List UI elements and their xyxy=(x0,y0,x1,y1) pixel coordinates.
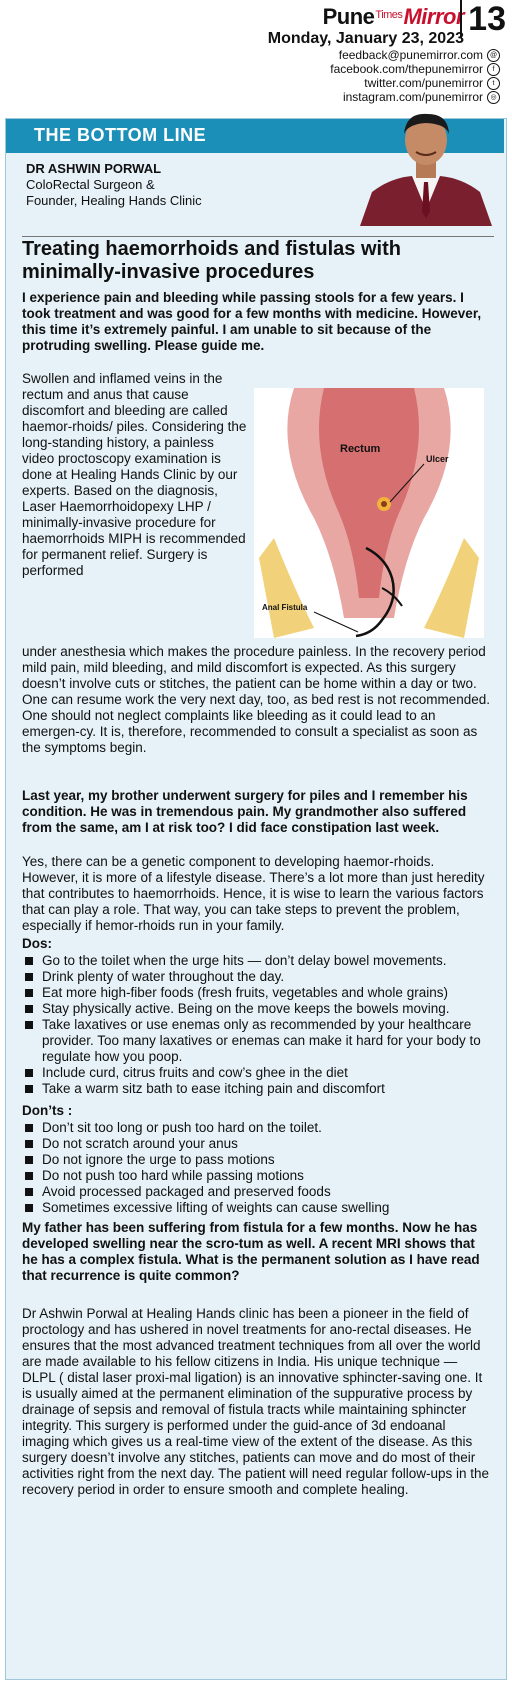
article-headline xyxy=(22,238,492,284)
author-role-line-2: Founder, Healing Hands Clinic xyxy=(26,193,202,208)
dos-item: Eat more high-fiber foods (fresh fruits, vegetables and whole grains) xyxy=(22,985,492,1001)
dos-heading: Dos: xyxy=(22,936,52,951)
newspaper-logo xyxy=(323,4,464,30)
instagram-icon: ◎ xyxy=(487,91,500,104)
headline-line-1: Treating haemorrhoids and fistulas with xyxy=(22,238,401,260)
answer-2: Yes, there can be a genetic component to developing haemor-rhoids. However, it is more of a lifestyle disease. There’s a lot more than just heredity that contributes to haemorrhoids. Hence, it is wise to learn the various factors that can play a role. That way, you can take steps to prevent the problem, especially if hemor-rhoids run in your family. xyxy=(22,854,485,933)
question-1: I experience pain and bleeding while passing stools for a few years. I took treatment and was good for a few months with medicine. However, this time it’s extremely painful. I am unable to sit because of the protruding swelling. Please guide me. xyxy=(22,290,482,353)
logo-mirror: Mirror xyxy=(403,4,464,29)
dos-item: Go to the toilet when the urge hits — don’t delay bowel movements. xyxy=(22,953,492,969)
contact-facebook-text: facebook.com/thepunemirror xyxy=(330,62,483,76)
logo-pune: Pune xyxy=(322,4,375,29)
email-icon: @ xyxy=(487,49,500,62)
author-name: DR ASHWIN PORWAL xyxy=(26,161,162,176)
masthead xyxy=(0,0,512,110)
author-role-line-1: ColoRectal Surgeon & xyxy=(26,177,155,192)
facebook-icon: f xyxy=(487,63,500,76)
donts-item: Avoid processed packaged and preserved foods xyxy=(22,1184,492,1200)
contact-instagram xyxy=(330,90,500,104)
contact-email xyxy=(330,48,500,62)
contact-twitter xyxy=(330,76,500,90)
label-rectum: Rectum xyxy=(340,443,381,455)
donts-item: Do not scratch around your anus xyxy=(22,1136,492,1152)
answer-1-continued: under anesthesia which makes the procedure painless. In the recovery period mild pain, mild bleeding, and mild discomfort is expected. As this surgery doesn’t involve cuts or stitches, the patient can be home within a day or two. One can resume work the very next day, too, as bed rest is not recommended. One should not neglect complaints like bleeding as it could lead to an emergen-cy. It is, therefore, recommended to consult a specialist as soon as the symptoms begin. xyxy=(22,644,490,755)
question-3: My father has been suffering from fistula for a few months. Now he has developed swelling near the scro-tum as well. A recent MRI shows that he has a complex fistula. What is the permanent solution as I have read that recurrence is quite common? xyxy=(22,1220,480,1283)
column-banner-title: THE BOTTOM LINE xyxy=(34,125,207,145)
answer-3: Dr Ashwin Porwal at Healing Hands clinic has been a pioneer in the field of proctology and has ushered in novel treatments for ano-rectal diseases. He ensures that the most advanced treatment techniques from all over the world are made available to his fellow citizens in India. His unique technique — DLPL ( distal laser proxi-mal ligation) is an innovative sphincter-saving one. It is usually aimed at the permanent elimination of the suppurative process by drainage of sepsis and removal of fistula tracts while maintaining sphincter integrity. This surgery is performed under the guid-ance of 3d endoanal imaging which gives us a real-time view of the extent of the disease. As this surgery doesn’t involve any stitches, patients can move and do most of their activities right from the next day. The patient will need regular follow-ups in the recovery period in order to ensure smooth and complete healing. xyxy=(22,1306,489,1497)
dos-item: Take a warm sitz bath to ease itching pain and discomfort xyxy=(22,1081,492,1097)
dos-item: Take laxatives or use enemas only as recommended by your healthcare provider. Too many laxatives or enemas can make it hard for your body to regulate how you poop. xyxy=(22,1017,492,1065)
donts-heading: Don’ts : xyxy=(22,1103,73,1118)
contact-email-text: feedback@punemirror.com xyxy=(338,48,483,62)
anatomy-illustration xyxy=(254,388,484,638)
twitter-icon: t xyxy=(487,77,500,90)
label-ulcer: Ulcer xyxy=(426,454,449,464)
donts-item: Do not ignore the urge to pass motions xyxy=(22,1152,492,1168)
logo-times: Times xyxy=(375,9,403,21)
question-2: Last year, my brother underwent surgery for piles and I remember his condition. He was in tremendous pain. My grandmother also suffered from the same, am I at risk too? I did face constipation last week. xyxy=(22,788,468,835)
donts-item: Don’t sit too long or push too hard on the toilet. xyxy=(22,1120,492,1136)
contact-instagram-text: instagram.com/punemirror xyxy=(342,90,483,104)
dos-list xyxy=(22,953,492,1097)
donts-item: Do not push too hard while passing motions xyxy=(22,1168,492,1184)
contact-list xyxy=(330,48,500,104)
author-byline xyxy=(26,161,202,209)
headline-line-2: minimally-invasive procedures xyxy=(22,261,315,283)
dos-item: Drink plenty of water throughout the day. xyxy=(22,969,492,985)
author-portrait xyxy=(350,106,502,226)
issue-date: Monday, January 23, 2023 xyxy=(267,30,464,47)
label-anal-fistula: Anal Fistula xyxy=(262,603,308,612)
headline-rule xyxy=(22,236,494,237)
contact-facebook xyxy=(330,62,500,76)
answer-1-narrow: Swollen and inflamed veins in the rectum and anus that cause discomfort and bleeding are called haemor-rhoids/ piles. Considering the long-standing history, a painless video proctoscopy examination is done at Healing Hands Clinic by our experts. Based on the diagnosis, Laser Haemorrhoidopexy LHP / minimally-invasive procedure for haemorrhoids MIPH is recommended for permanent relief. Surgery is performed xyxy=(22,371,247,578)
donts-item: Sometimes excessive lifting of weights can cause swelling xyxy=(22,1200,492,1216)
dos-item: Stay physically active. Being on the move keeps the bowels moving. xyxy=(22,1001,492,1017)
donts-list xyxy=(22,1120,492,1216)
dos-item: Include curd, citrus fruits and cow’s ghee in the diet xyxy=(22,1065,492,1081)
contact-twitter-text: twitter.com/punemirror xyxy=(364,76,483,90)
page-number: 13 xyxy=(460,0,506,38)
